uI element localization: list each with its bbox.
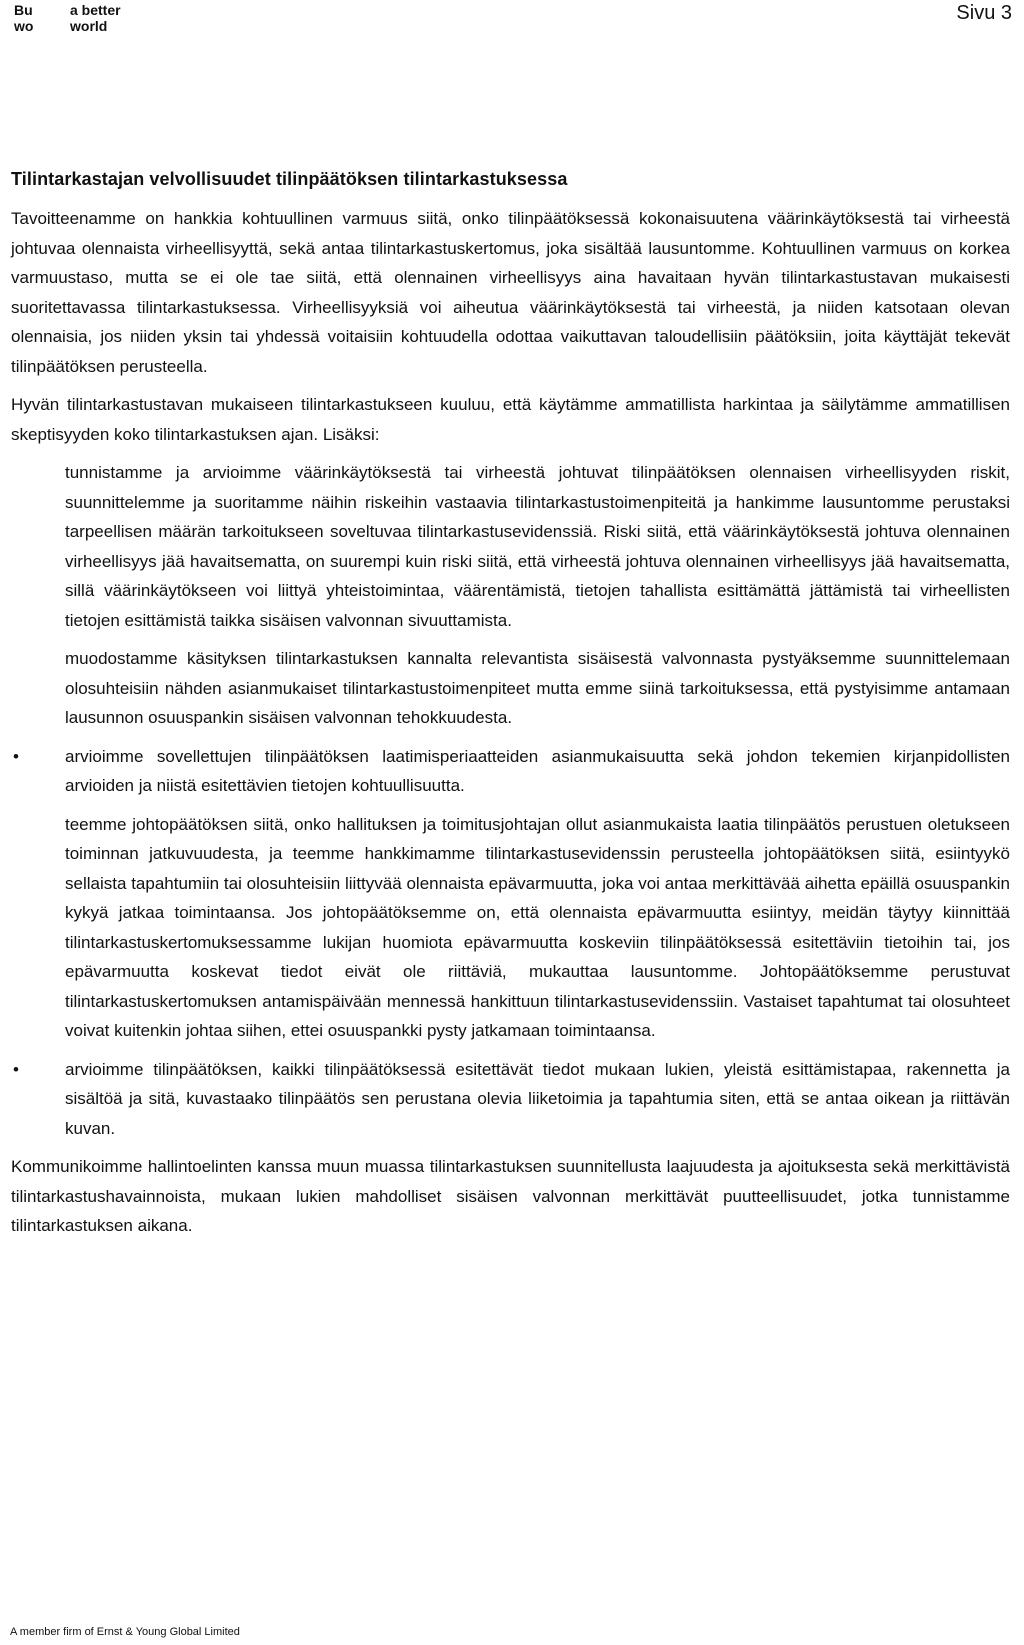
page-number: Sivu 3 [956, 2, 1012, 24]
logo-text-line: world [70, 18, 108, 34]
page-footer: A member firm of Ernst & Young Global Limited [10, 1626, 240, 1638]
section-heading: Tilintarkastajan velvollisuudet tilinpäätöksen tilintarkastuksessa [11, 169, 568, 189]
body-paragraph: Tavoitteenamme on hankkia kohtuullinen varmuus siitä, onko tilinpäätöksessä kokonaisuutena väärinkäytöksestä tai virheestä johtuvaa olennaista virheellisyyttä, sekä antaa tilintarkastuskertomus, joka sisältää lausuntomme. Kohtuullinen varmuus on korkea varmuustaso, mutta se ei ole tae siitä, että olennainen virheellisyys aina havaitaan hyvän tilintarkastustavan mukaisesti suoritettavassa tilintarkastuksessa. Virheellisyyksiä voi aiheutua väärinkäytöksestä tai virheestä, ja niiden katsotaan olevan olennaisia, jos niiden yksin tai yhdessä voitaisiin kohtuudella odottaa vaikuttavan taloudellisiin päätöksiin, joita käyttäjät tekevät tilinpäätöksen perusteella. [11, 209, 1010, 376]
bullet-marker: • [13, 746, 19, 766]
body-paragraph: Hyvän tilintarkastustavan mukaiseen tilintarkastukseen kuuluu, että käytämme ammatillista harkintaa ja säilytämme ammatillisen skeptisyyden koko tilintarkastuksen ajan. Lisäksi: [11, 395, 1010, 444]
list-item [11, 810, 1010, 1046]
procedure-list [11, 458, 1010, 1143]
list-item-text: arvioimme sovellettujen tilinpäätöksen laatimisperiaatteiden asianmukaisuutta sekä johdon tekemien kirjanpidollisten arvioiden ja niistä esitettävien tietojen kohtuullisuutta. [65, 746, 1010, 795]
closing-paragraph: Kommunikoimme hallintoelinten kanssa muun muassa tilintarkastuksen suunnitellusta laajuudesta ja ajoituksesta sekä merkittävistä tilintarkastushavainnoista, mukaan lukien mahdolliset sisäisen valvonnan merkittävät puutteellisuudet, jotka tunnistamme tilintarkastuksen aikana. [11, 1157, 1010, 1235]
list-item [11, 458, 1010, 635]
document-body [11, 168, 1010, 1250]
list-item [11, 1055, 1010, 1144]
list-item-text: arvioimme tilinpäätöksen, kaikki tilinpäätöksessä esitettävät tiedot mukaan lukien, yleistä esittämistapaa, rakennetta ja sisältöä ja sitä, kuvastaako tilinpäätös sen perustana olevia liiketoimia ja tapahtumia siten, että se antaa oikean ja riittävän kuvan. [65, 1059, 1010, 1138]
logo-text-line: Bu [14, 2, 33, 18]
list-item-text: tunnistamme ja arvioimme väärinkäytöksestä tai virheestä johtuvat tilinpäätöksen olennaisen virheellisyyden riskit, suunnittelemme ja suoritamme näihin riskeihin vastaavia tilintarkastustoimenpiteitä ja hankimme lausuntomme perustaksi tarpeellisen määrän tarkoitukseen soveltuvaa tilintarkastusevidenssiä. Riski siitä, että väärinkäytöksestä johtuva olennainen virheellisyys jää havaitsematta, on suurempi kuin riski siitä, että virheestä johtuva olennainen virheellisyys jää havaitsematta, sillä väärinkäytökseen voi liittyä yhteistoimintaa, väärentämistä, tietojen tahallista esittämättä jättämistä tai virheellisten tietojen esittämistä taikka sisäisen valvonnan sivuuttamista. [65, 463, 1010, 630]
bullet-marker: • [13, 1059, 19, 1079]
logo-text-line: a better [70, 2, 121, 18]
list-item [11, 644, 1010, 733]
list-item [11, 742, 1010, 801]
list-item-text: muodostamme käsityksen tilintarkastuksen kannalta relevantista sisäisestä valvonnasta pystyäksemme suunnittelemaan olosuhteisiin nähden asianmukaiset tilintarkastustoimenpiteet mutta emme siinä tarkoituksessa, että pystyisimme antamaan lausunnon osuuspankin sisäisen valvonnan tehokkuudesta. [65, 649, 1010, 727]
page-header [14, 2, 1012, 42]
logo-text-line: wo [14, 18, 34, 34]
logo-slogan [70, 2, 150, 34]
list-item-text: teemme johtopäätöksen siitä, onko hallituksen ja toimitusjohtajan ollut asianmukaista laatia tilinpäätös perustuen oletukseen toiminnan jatkuvuudesta, ja teemme hankkimamme tilintarkastusevidenssin perusteella johtopäätöksen siitä, esiintyykö sellaista tapahtumiin tai olosuhteisiin liittyvää olennaista epävarmuutta, joka voi antaa merkittävää aihetta epäillä osuuspankin kykyä jatkaa toimintaansa. Jos johtopäätöksemme on, että olennaista epävarmuutta esiintyy, meidän täytyy kiinnittää tilintarkastuskertomuksessamme lukijan huomiota epävarmuutta koskeviin tilinpäätöksessä esitettäviin tietoihin tai, jos epävarmuutta koskevat tiedot eivät ole riittäviä, mukauttaa lausuntomme. Johtopäätöksemme perustuvat tilintarkastuskertomuksen antamispäivään mennessä hankittuun tilintarkastusevidenssiin. Vastaiset tapahtumat tai olosuhteet voivat kuitenkin johtaa siihen, ettei osuuspankki pysty jatkamaan toimintaansa. [65, 814, 1010, 1040]
logo-fragment-left [14, 2, 54, 34]
